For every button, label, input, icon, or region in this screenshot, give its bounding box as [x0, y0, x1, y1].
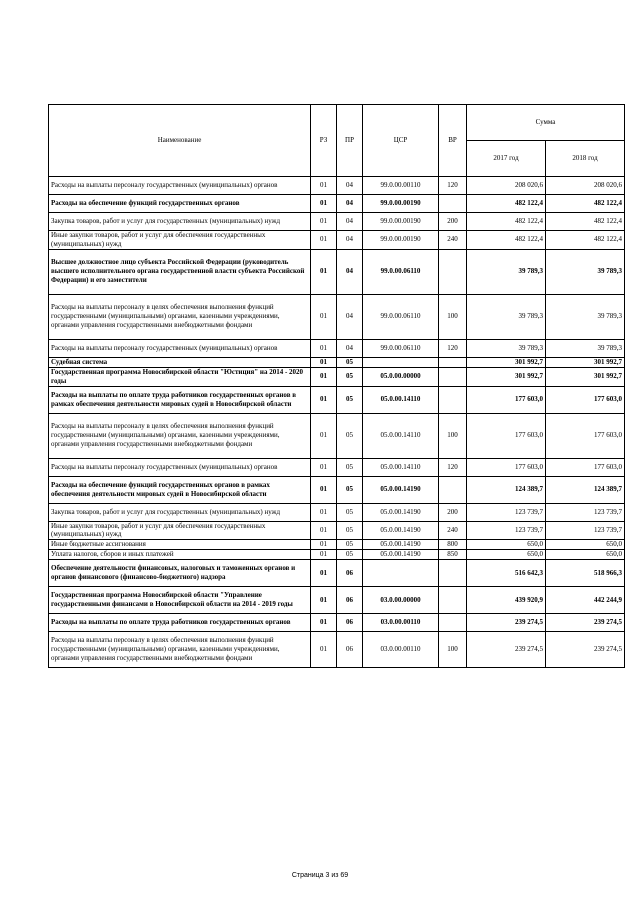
- row-vr: 120: [439, 458, 467, 476]
- row-sum-2017: 239 274,5: [467, 632, 546, 668]
- row-rz: 01: [311, 213, 337, 231]
- row-sum-2018: 650,0: [546, 550, 625, 560]
- row-vr: [439, 249, 467, 294]
- row-sum-2018: 239 274,5: [546, 632, 625, 668]
- row-rz: 01: [311, 560, 337, 587]
- header-rz: РЗ: [311, 105, 337, 177]
- row-name: Закупка товаров, работ и услуг для государственных (муниципальных) нужд: [49, 503, 311, 521]
- row-name: Обеспечение деятельности финансовых, налоговых и таможенных органов и органов финансового (финансово-бюджетного) надзора: [49, 560, 311, 587]
- header-year-2018: 2018 год: [546, 141, 625, 177]
- row-sum-2018: 177 603,0: [546, 458, 625, 476]
- page-number: Страница 3 из 69: [291, 872, 349, 879]
- row-sum-2017: 301 992,7: [467, 357, 546, 367]
- row-vr: 800: [439, 540, 467, 550]
- row-vr: 240: [439, 521, 467, 540]
- row-pr: 05: [337, 476, 363, 503]
- row-sum-2018: 301 992,7: [546, 357, 625, 367]
- table-row: [49, 249, 625, 294]
- row-name: Закупка товаров, работ и услуг для государственных (муниципальных) нужд: [49, 213, 311, 231]
- row-sum-2018: 39 789,3: [546, 249, 625, 294]
- row-vr: [439, 357, 467, 367]
- row-csr: 99.0.00.06110: [363, 339, 439, 357]
- row-rz: 01: [311, 476, 337, 503]
- table-row: [49, 503, 625, 521]
- row-pr: 06: [337, 632, 363, 668]
- row-vr: 100: [439, 632, 467, 668]
- row-vr: 240: [439, 231, 467, 250]
- table-row: [49, 540, 625, 550]
- row-vr: [439, 386, 467, 413]
- row-pr: 06: [337, 560, 363, 587]
- row-rz: 01: [311, 339, 337, 357]
- row-vr: [439, 367, 467, 386]
- row-pr: 04: [337, 294, 363, 339]
- row-name: Высшее должностное лицо субъекта Российской Федерации (руководитель высшего исполнительного органа государственной власти субъекта Российской Федерации) и его заместители: [49, 249, 311, 294]
- header-csr: ЦСР: [363, 105, 439, 177]
- row-rz: 01: [311, 550, 337, 560]
- table-row: [49, 213, 625, 231]
- row-name: Расходы на выплаты по оплате труда работников государственных органов в рамках обеспечения деятельности мировых судей в Новосибирской области: [49, 386, 311, 413]
- row-pr: 05: [337, 386, 363, 413]
- row-rz: 01: [311, 386, 337, 413]
- header-name: Наименование: [49, 105, 311, 177]
- row-vr: 120: [439, 339, 467, 357]
- row-rz: 01: [311, 413, 337, 458]
- row-rz: 01: [311, 632, 337, 668]
- row-sum-2018: 39 789,3: [546, 294, 625, 339]
- row-sum-2017: 439 920,9: [467, 587, 546, 614]
- table-row: [49, 587, 625, 614]
- row-vr: [439, 476, 467, 503]
- row-vr: 100: [439, 294, 467, 339]
- row-vr: 100: [439, 413, 467, 458]
- row-sum-2017: 239 274,5: [467, 614, 546, 632]
- row-csr: [363, 560, 439, 587]
- row-sum-2017: 39 789,3: [467, 249, 546, 294]
- row-csr: 03.0.00.00110: [363, 614, 439, 632]
- row-rz: 01: [311, 367, 337, 386]
- row-sum-2017: 516 642,3: [467, 560, 546, 587]
- row-sum-2017: 650,0: [467, 550, 546, 560]
- row-name: Иные закупки товаров, работ и услуг для обеспечения государственных (муниципальных) нужд: [49, 231, 311, 250]
- row-csr: 05.0.00.14190: [363, 521, 439, 540]
- row-sum-2018: 482 122,4: [546, 231, 625, 250]
- row-vr: 200: [439, 213, 467, 231]
- row-vr: 120: [439, 177, 467, 195]
- table-row: [49, 614, 625, 632]
- row-csr: 99.0.00.00110: [363, 177, 439, 195]
- row-sum-2017: 123 739,7: [467, 521, 546, 540]
- row-csr: 99.0.00.00190: [363, 213, 439, 231]
- row-csr: [363, 357, 439, 367]
- row-pr: 04: [337, 249, 363, 294]
- row-rz: 01: [311, 357, 337, 367]
- row-sum-2018: 208 020,6: [546, 177, 625, 195]
- row-csr: 05.0.00.00000: [363, 367, 439, 386]
- row-name: Иные бюджетные ассигнования: [49, 540, 311, 550]
- row-vr: [439, 195, 467, 213]
- row-sum-2018: 177 603,0: [546, 386, 625, 413]
- table-row: [49, 177, 625, 195]
- row-sum-2018: 518 966,3: [546, 560, 625, 587]
- row-name: Расходы на обеспечение функций государственных органов: [49, 195, 311, 213]
- row-pr: 04: [337, 231, 363, 250]
- row-name: Расходы на выплаты персоналу в целях обеспечения выполнения функций государственными (муниципальными) органами, казенными учреждениями, органами управления государственными внебюджетными фондами: [49, 413, 311, 458]
- row-csr: 05.0.00.14190: [363, 503, 439, 521]
- table-row: [49, 357, 625, 367]
- row-sum-2017: 482 122,4: [467, 213, 546, 231]
- table-row: [49, 195, 625, 213]
- row-sum-2018: 650,0: [546, 540, 625, 550]
- row-pr: 05: [337, 503, 363, 521]
- row-pr: 05: [337, 367, 363, 386]
- row-csr: 03.0.00.00110: [363, 632, 439, 668]
- row-vr: [439, 614, 467, 632]
- row-csr: 05.0.00.14110: [363, 413, 439, 458]
- row-name: Расходы на выплаты персоналу в целях обеспечения выполнения функций государственными (муниципальными) органами, казенными учреждениями, органами управления государственными внебюджетными фондами: [49, 632, 311, 668]
- row-sum-2018: 177 603,0: [546, 413, 625, 458]
- row-sum-2017: 208 020,6: [467, 177, 546, 195]
- row-name: Расходы на выплаты по оплате труда работников государственных органов: [49, 614, 311, 632]
- row-csr: 99.0.00.00190: [363, 231, 439, 250]
- row-vr: [439, 587, 467, 614]
- row-vr: 200: [439, 503, 467, 521]
- row-sum-2018: 442 244,9: [546, 587, 625, 614]
- table-row: [49, 367, 625, 386]
- row-rz: 01: [311, 614, 337, 632]
- row-name: Судебная система: [49, 357, 311, 367]
- row-sum-2017: 177 603,0: [467, 386, 546, 413]
- table-row: [49, 550, 625, 560]
- row-sum-2018: 124 389,7: [546, 476, 625, 503]
- table-row: [49, 294, 625, 339]
- row-sum-2018: 301 992,7: [546, 367, 625, 386]
- header-sum: Сумма: [467, 105, 625, 141]
- row-name: Расходы на выплаты персоналу государственных (муниципальных) органов: [49, 339, 311, 357]
- row-rz: 01: [311, 195, 337, 213]
- row-csr: 99.0.00.00190: [363, 195, 439, 213]
- row-pr: 04: [337, 339, 363, 357]
- row-sum-2018: 482 122,4: [546, 195, 625, 213]
- row-csr: 05.0.00.14190: [363, 476, 439, 503]
- table-row: [49, 231, 625, 250]
- table-row: [49, 632, 625, 668]
- row-csr: 05.0.00.14110: [363, 386, 439, 413]
- row-vr: 850: [439, 550, 467, 560]
- table-row: [49, 386, 625, 413]
- header-pr: ПР: [337, 105, 363, 177]
- row-sum-2017: 124 389,7: [467, 476, 546, 503]
- row-csr: 03.0.00.00000: [363, 587, 439, 614]
- row-pr: 05: [337, 458, 363, 476]
- header-year-2017: 2017 год: [467, 141, 546, 177]
- row-sum-2017: 39 789,3: [467, 294, 546, 339]
- row-rz: 01: [311, 540, 337, 550]
- row-name: Расходы на выплаты персоналу в целях обеспечения выполнения функций государственными (муниципальными) органами, казенными учреждениями, органами управления государственными внебюджетными фондами: [49, 294, 311, 339]
- row-rz: 01: [311, 458, 337, 476]
- table-row: [49, 458, 625, 476]
- row-csr: 99.0.00.06110: [363, 249, 439, 294]
- row-sum-2017: 177 603,0: [467, 458, 546, 476]
- row-pr: 05: [337, 550, 363, 560]
- row-pr: 05: [337, 357, 363, 367]
- header-row: [49, 105, 625, 141]
- row-name: Государственная программа Новосибирской области "Юстиция" на 2014 - 2020 годы: [49, 367, 311, 386]
- row-csr: 05.0.00.14110: [363, 458, 439, 476]
- row-name: Уплата налогов, сборов и иных платежей: [49, 550, 311, 560]
- row-csr: 99.0.00.06110: [363, 294, 439, 339]
- row-sum-2017: 482 122,4: [467, 231, 546, 250]
- row-vr: [439, 560, 467, 587]
- row-sum-2017: 39 789,3: [467, 339, 546, 357]
- row-rz: 01: [311, 503, 337, 521]
- row-rz: 01: [311, 294, 337, 339]
- row-sum-2018: 123 739,7: [546, 521, 625, 540]
- row-sum-2018: 239 274,5: [546, 614, 625, 632]
- row-pr: 05: [337, 413, 363, 458]
- row-rz: 01: [311, 249, 337, 294]
- row-rz: 01: [311, 587, 337, 614]
- row-rz: 01: [311, 177, 337, 195]
- row-name: Государственная программа Новосибирской области "Управление государственными финансами в Новосибирской области на 2014 - 2019 годы: [49, 587, 311, 614]
- budget-table: [48, 104, 625, 668]
- header-vr: ВР: [439, 105, 467, 177]
- row-rz: 01: [311, 521, 337, 540]
- row-csr: 05.0.00.14190: [363, 540, 439, 550]
- row-csr: 05.0.00.14190: [363, 550, 439, 560]
- row-pr: 04: [337, 213, 363, 231]
- row-pr: 05: [337, 521, 363, 540]
- row-pr: 04: [337, 195, 363, 213]
- row-pr: 06: [337, 587, 363, 614]
- row-name: Расходы на выплаты персоналу государственных (муниципальных) органов: [49, 177, 311, 195]
- row-sum-2018: 482 122,4: [546, 213, 625, 231]
- row-name: Иные закупки товаров, работ и услуг для обеспечения государственных (муниципальных) нужд: [49, 521, 311, 540]
- row-sum-2017: 482 122,4: [467, 195, 546, 213]
- row-sum-2017: 177 603,0: [467, 413, 546, 458]
- table-row: [49, 339, 625, 357]
- row-pr: 06: [337, 614, 363, 632]
- row-sum-2017: 301 992,7: [467, 367, 546, 386]
- table-row: [49, 560, 625, 587]
- row-name: Расходы на обеспечение функций государственных органов в рамках обеспечения деятельности мировых судей в Новосибирской области: [49, 476, 311, 503]
- row-rz: 01: [311, 231, 337, 250]
- row-sum-2018: 123 739,7: [546, 503, 625, 521]
- row-sum-2018: 39 789,3: [546, 339, 625, 357]
- row-pr: 05: [337, 540, 363, 550]
- row-sum-2017: 123 739,7: [467, 503, 546, 521]
- row-sum-2017: 650,0: [467, 540, 546, 550]
- row-name: Расходы на выплаты персоналу государственных (муниципальных) органов: [49, 458, 311, 476]
- table-row: [49, 476, 625, 503]
- table-row: [49, 413, 625, 458]
- table-row: [49, 521, 625, 540]
- row-pr: 04: [337, 177, 363, 195]
